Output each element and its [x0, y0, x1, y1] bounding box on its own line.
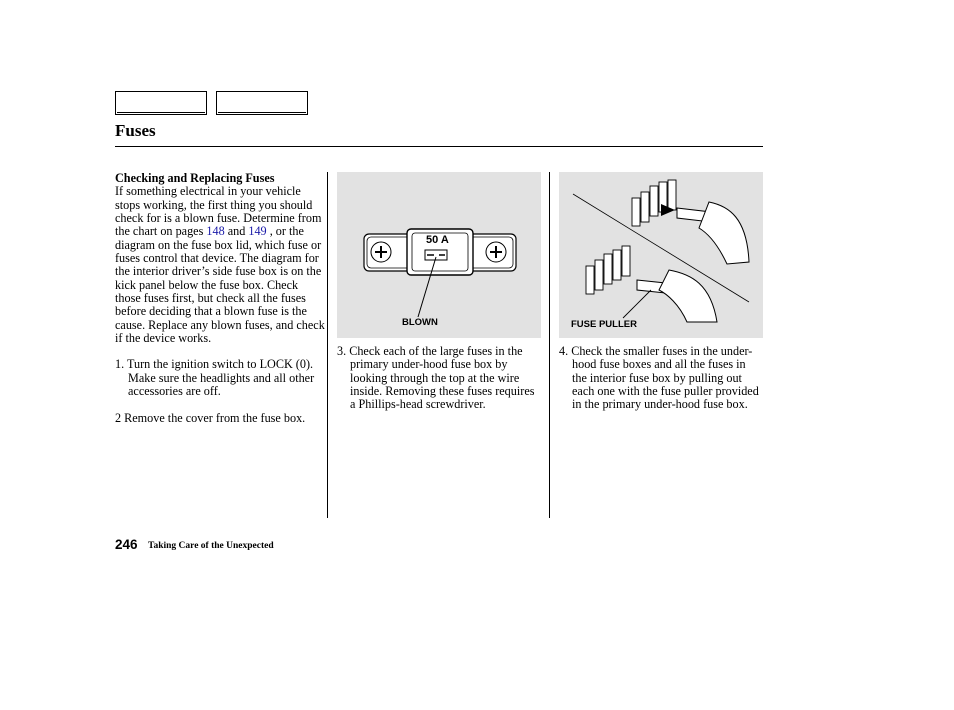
- large-fuse-illustration: [337, 172, 541, 338]
- fuse-puller-callout-label: FUSE PULLER: [571, 319, 637, 330]
- page-link-149[interactable]: 149: [248, 224, 267, 239]
- nav-box-next[interactable]: [216, 91, 308, 115]
- section-subheading: Checking and Replacing Fuses: [115, 171, 275, 185]
- section-name: Taking Care of the Unexpected: [148, 541, 274, 551]
- step-3: 3. Check each of the large fuses in the primary under-hood fuse box by looking through the top at the wire inside. Removing these fuses requires a Phillips-head screwdriver.: [337, 344, 535, 412]
- page-number: 246: [115, 537, 138, 552]
- nav-box-prev[interactable]: [115, 91, 207, 115]
- step-4: 4. Check the smaller fuses in the under-hood fuse boxes and all the fuses in the interior fuse box by pulling out each one with the fuse puller provided in the primary under-hood fuse box.: [559, 344, 759, 412]
- title-rule: [115, 146, 763, 147]
- fuse-puller-figure: [559, 172, 763, 338]
- page-title: Fuses: [115, 121, 156, 140]
- column-right: [559, 345, 763, 412]
- column-divider: [327, 172, 328, 518]
- intro-paragraph: If something electrical in your vehicle stops working, the first thing you should check for is a blown fuse. Determine from the chart on pages 148 and 149 , or the diagram on the fuse box lid, which fuse or fuses control that device. The diagram for the interior driver’s side fuse box is on the kick panel below the fuse box. Check those fuses first, but check all the fuses before deciding that a blown fuse is the cause. Replace any blown fuses, and check if the device works.: [115, 184, 325, 346]
- blown-callout-label: BLOWN: [402, 317, 438, 328]
- step-1: 1. Turn the ignition switch to LOCK (0). Make sure the headlights and all other accessories are off.: [115, 357, 315, 399]
- step-2: 2 Remove the cover from the fuse box.: [115, 410, 306, 425]
- page-link-148[interactable]: 148: [206, 224, 225, 239]
- column-left: [115, 172, 325, 425]
- fuse-rating: 50 A: [426, 234, 449, 246]
- fuse-puller-illustration: [559, 172, 763, 338]
- column-divider: [549, 172, 550, 518]
- large-fuse-figure: [337, 172, 541, 338]
- column-middle: [337, 345, 541, 412]
